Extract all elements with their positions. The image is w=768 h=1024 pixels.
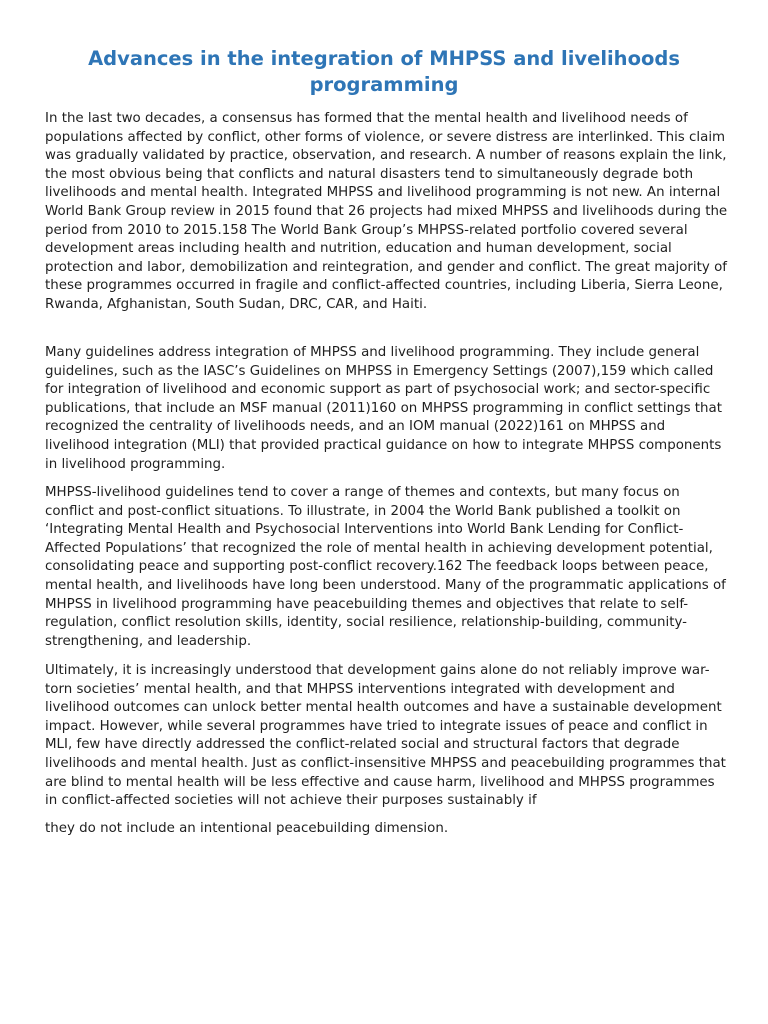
body-paragraph-1: In the last two decades, a consensus has formed that the mental health and livelihood needs of populations affected by conflict, other forms of violence, or severe distress are interlinked. This claim was gradually validated by practice, observation, and research. A number of reasons explain the link, the most obvious being that conflicts and natural disasters tend to simultaneously degrade both livelihoods and mental health. Integrated MHPSS and livelihood programming is not new. An internal World Bank Group review in 2015 found that 26 projects had mixed MHPSS and livelihoods during the period from 2010 to 2015.158 The World Bank Group’s MHPSS-related portfolio covered several development areas including health and nutrition, education and human development, social protection and labor, demobilization and reintegration, and gender and conflict. The great majority of these programmes occurred in fragile and conflict-affected countries, including Liberia, Sierra Leone, Rwanda, Afghanistan, South Sudan, DRC, CAR, and Haiti.	[45, 111, 728, 312]
body-paragraph-3: MHPSS-livelihood guidelines tend to cover a range of themes and contexts, but many focus on conflict and post-conflict situations. To illustrate, in 2004 the World Bank published a toolkit on ‘Integrating Mental Health and Psychosocial Interventions into World Bank Lending for Conflict-Affected Populations’ that recognized the role of mental health in achieving development potential, consolidating peace and supporting post-conflict recovery.162 The feedback loops between peace, mental health, and livelihoods have long been understood. Many of the programmatic applications of MHPSS in livelihood programming have peacebuilding themes and objectives that relate to self-regulation, conflict resolution skills, identity, social resilience, relationship-building, community-strengthening, and leadership.	[45, 485, 726, 649]
body-paragraph-2: Many guidelines address integration of MHPSS and livelihood programming. They include general guidelines, such as the IASC’s Guidelines on MHPSS in Emergency Settings (2007),159 which called for integration of livelihood and economic support as part of psychosocial work; and sector-specific publications, that include an MSF manual (2011)160 on MHPSS programming in conflict settings that recognized the centrality of livelihoods needs, and an IOM manual (2022)161 on MHPSS and livelihood integration (MLI) that provided practical guidance on how to integrate MHPSS components in livelihood programming.	[45, 345, 722, 472]
body-paragraph-5: they do not include an intentional peacebuilding dimension.	[45, 821, 449, 836]
document-title: Advances in the integration of MHPSS and livelihoods programming	[88, 47, 680, 96]
body-paragraph-4: Ultimately, it is increasingly understood that development gains alone do not reliably improve war-torn societies’ mental health, and that MHPSS interventions integrated with development and livelihood outcomes can unlock better mental health outcomes and have a sustainable development impact. However, while several programmes have tried to integrate issues of peace and conflict in MLI, few have directly addressed the conflict-related social and structural factors that degrade livelihoods and mental health. Just as conflict-insensitive MHPSS and peacebuilding programmes that are blind to mental health will be less effective and cause harm, livelihood and MHPSS programmes in conflict-affected societies will not achieve their purposes sustainably if	[45, 663, 726, 809]
